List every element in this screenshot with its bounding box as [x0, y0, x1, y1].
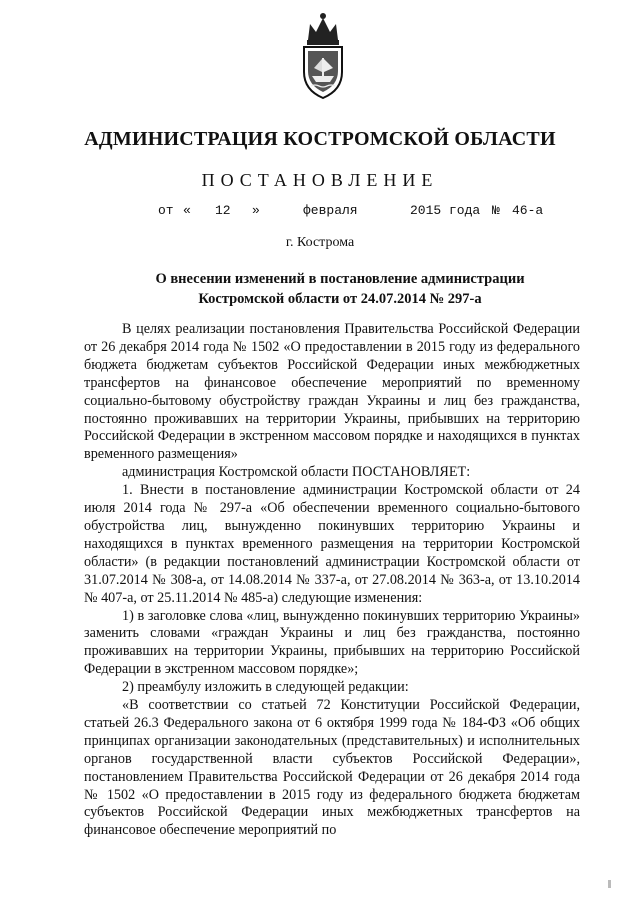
- document-body: [84, 321, 580, 840]
- date-year: 2015 года: [410, 203, 481, 218]
- authority-title: АДМИНИСТРАЦИЯ КОСТРОМСКОЙ ОБЛАСТИ: [84, 128, 556, 150]
- doc-number: 46-а: [512, 203, 544, 218]
- date-month: февраля: [303, 203, 358, 218]
- scan-artifact: [608, 880, 611, 888]
- date-ot: от: [158, 203, 174, 218]
- doc-number-sign: №: [492, 203, 500, 218]
- date-quote-open: «: [183, 203, 191, 218]
- date-day: 12: [215, 203, 231, 218]
- document-type: ПОСТАНОВЛЕНИЕ: [201, 170, 439, 190]
- coat-of-arms-icon: [296, 10, 350, 100]
- paragraph-preamble: В целях реализации постановления Правительства Российской Федерации от 26 декабря 2014 года № 1502 «О предоставлении в 2015 году из федерального бюджета бюджетам субъектов Российской Федерации иных межбюджетных трансфертов на финансовое обеспечение мероприятий по временному социально-бытовому обустройству граждан Украины и лиц без гражданства, постоянно проживавших на территории Украины, прибывших на территорию Российской Федерации в экстренном массовом порядке и находящихся в пунктах временного размещения»: [84, 321, 580, 463]
- subject-line-2: Костромской области от 24.07.2014 № 297-а: [198, 291, 482, 307]
- document-subject: [130, 269, 550, 309]
- paragraph-resolves: администрация Костромской области ПОСТАНОВЛЯЕТ:: [122, 464, 471, 481]
- paragraph-subitem-1: 1) в заголовке слова «лиц, вынужденно покинувших территорию Украины» заменить словами «граждан Украины и лиц без гражданства, постоянно проживавших на территории Украины, прибывших на территорию Российской Федерации в экстренном массовом порядке»;: [84, 607, 580, 678]
- city: г. Кострома: [285, 235, 355, 250]
- paragraph-item-1: 1. Внести в постановление администрации Костромской области от 24 июля 2014 года № 297-а «Об обеспечении временного социально-бытового обустройства лиц, вынужденно покинувших территорию Украины и находящихся в пунктах временного размещения на территории Костромской области» (в редакции постановлений администрации Костромской области от 31.07.2014 № 308-а, от 14.08.2014 № 337-а, от 27.08.2014 № 363-а, от 13.10.2014 № 407-а, от 25.11.2014 № 485-а) следующие изменения:: [84, 482, 580, 606]
- subject-line-1: О внесении изменений в постановление администрации: [155, 271, 525, 287]
- paragraph-new-preamble: «В соответствии со статьей 72 Конституции Российской Федерации, статьей 26.3 Федерального закона от 6 октября 1999 года № 184-ФЗ «Об общих принципах организации законодательных (представительных) и исполнительных органов государственной власти субъектов Российской Федерации», постановлением Правительства Российской Федерации от 26 декабря 2014 года № 1502 «О предоставлении в 2015 году из федерального бюджета бюджетам субъектов Российской Федерации иных межбюджетных трансфертов на финансовое обеспечение мероприятий по: [84, 697, 580, 839]
- paragraph-subitem-2: 2) преамбулу изложить в следующей редакции:: [122, 679, 409, 696]
- date-quote-close: »: [252, 203, 260, 218]
